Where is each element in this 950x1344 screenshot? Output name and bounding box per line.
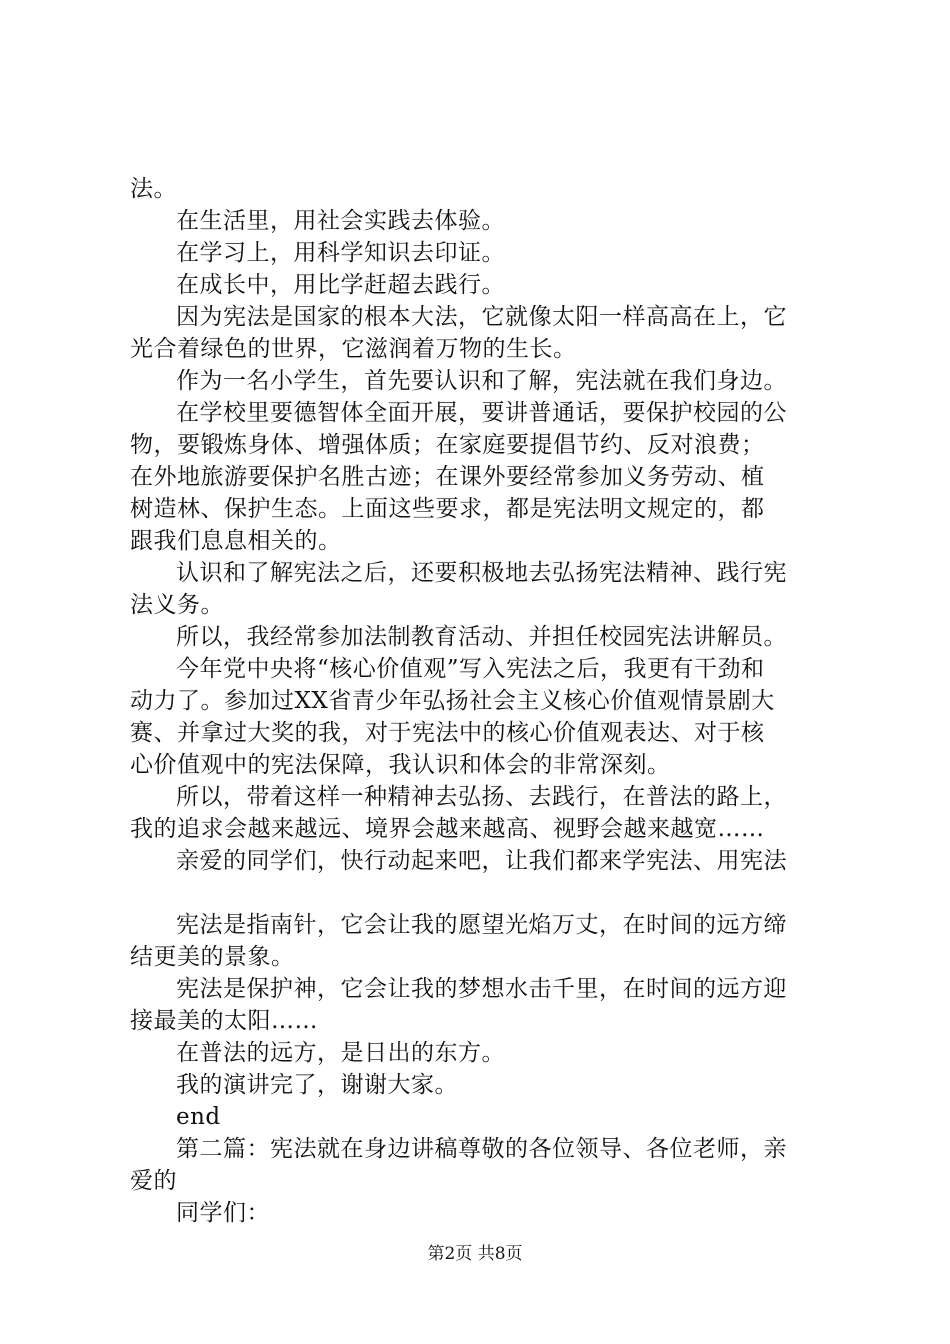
text-line: 树造林、保护生态。上面这些要求，都是宪法明文规定的，都	[130, 496, 765, 522]
text-line: 爱的	[130, 1168, 177, 1194]
text-line: 接最美的太阳……	[130, 1008, 318, 1034]
text-line: 在成长中，用比学赶超去践行。	[176, 272, 505, 298]
text-line: 今年党中央将“核心价值观”写入宪法之后，我更有干劲和	[176, 656, 765, 682]
text-line: 所以，带着这样一种精神去弘扬、去践行，在普法的路上，	[176, 784, 787, 810]
text-line: 赛、并拿过大奖的我，对于宪法中的核心价值观表达、对于核	[130, 720, 765, 746]
text-line: 作为一名小学生，首先要认识和了解，宪法就在我们身边。	[176, 368, 787, 394]
page-number-label: 第2页 共8页	[427, 1244, 523, 1264]
text-line: 在学校里要德智体全面开展，要讲普通话，要保护校园的公	[176, 400, 787, 426]
text-line: 我的追求会越来越远、境界会越来越高、视野会越来越宽……	[130, 816, 765, 842]
text-line: 亲爱的同学们，快行动起来吧，让我们都来学宪法、用宪法	[176, 848, 787, 874]
page-footer	[0, 1243, 950, 1265]
paragraph-gap	[130, 877, 835, 909]
text-line: 在生活里，用社会实践去体验。	[176, 208, 505, 234]
text-line: 认识和了解宪法之后，还要积极地去弘扬宪法精神、践行宪	[176, 560, 787, 586]
text-line: 宪法是指南针，它会让我的愿望光焰万丈，在时间的远方缔	[176, 912, 787, 938]
text-line: 物，要锻炼身体、增强体质；在家庭要提倡节约、反对浪费；	[130, 432, 765, 458]
text-line: 结更美的景象。	[130, 944, 295, 970]
text-line: 因为宪法是国家的根本大法，它就像太阳一样高高在上，它	[176, 304, 787, 330]
text-line: 法。	[130, 176, 177, 202]
text-line: 第二篇：宪法就在身边讲稿尊敬的各位领导、各位老师，亲	[176, 1136, 787, 1162]
text-line: end	[176, 1104, 221, 1130]
text-line: 我的演讲完了，谢谢大家。	[176, 1072, 458, 1098]
text-line: 法义务。	[130, 592, 224, 618]
text-line: 在学习上，用科学知识去印证。	[176, 240, 505, 266]
text-line: 同学们：	[176, 1200, 270, 1226]
text-line: 光合着绿色的世界，它滋润着万物的生长。	[130, 336, 577, 362]
text-line: 心价值观中的宪法保障，我认识和体会的非常深刻。	[130, 752, 671, 778]
text-line: 在普法的远方，是日出的东方。	[176, 1040, 505, 1066]
text-line: 所以，我经常参加法制教育活动、并担任校园宪法讲解员。	[176, 624, 787, 650]
text-line: 宪法是保护神，它会让我的梦想水击千里，在时间的远方迎	[176, 976, 787, 1002]
document-body	[130, 173, 835, 1229]
text-line: 动力了。参加过XX省青少年弘扬社会主义核心价值观情景剧大	[130, 688, 775, 714]
text-line: 跟我们息息相关的。	[130, 528, 342, 554]
text-line: 在外地旅游要保护名胜古迹；在课外要经常参加义务劳动、植	[130, 464, 765, 490]
